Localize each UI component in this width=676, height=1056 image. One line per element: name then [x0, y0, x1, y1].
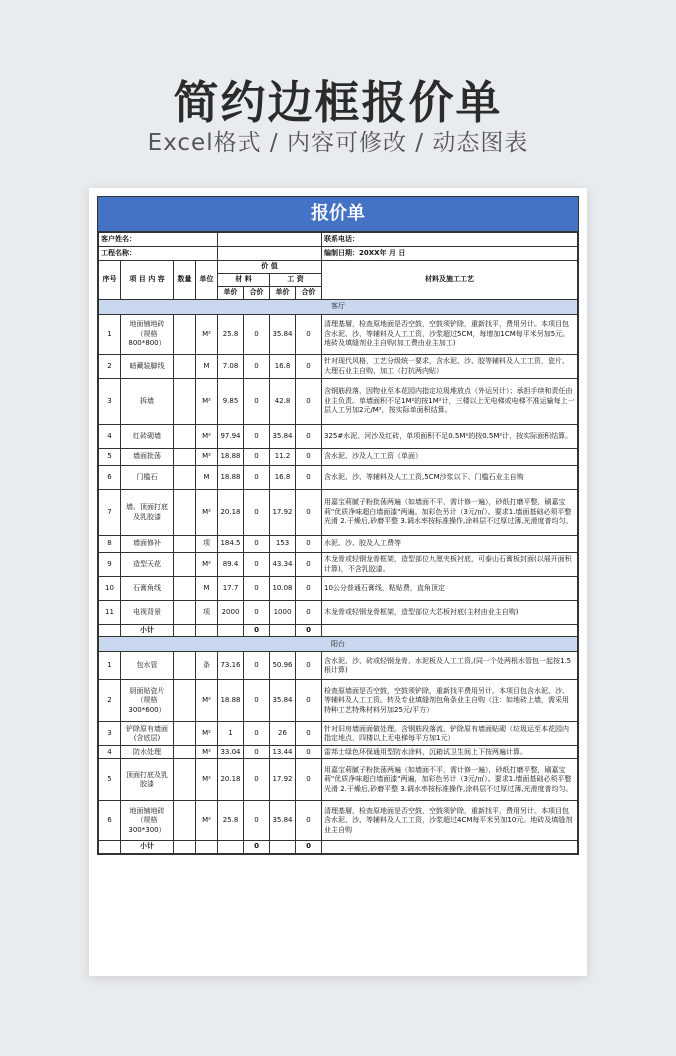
- row-material-total: 0: [244, 652, 270, 680]
- row-material-price[interactable]: 20.18: [218, 490, 244, 536]
- row-item[interactable]: 门槛石: [121, 466, 174, 490]
- subtotal-spacer: [99, 625, 121, 637]
- row-description[interactable]: 木龙骨或轻钢龙骨框架，造型部位九厘夹板衬底，可泰山石膏板封面(以展开面积计算)，不含乳胶漆。: [322, 553, 578, 577]
- row-labor-total: 0: [296, 466, 322, 490]
- subtotal-row: [99, 625, 578, 637]
- quote-sheet: [89, 188, 587, 976]
- row-item[interactable]: 红砖砌墙: [121, 425, 174, 449]
- row-item[interactable]: 造型天花: [121, 553, 174, 577]
- row-item[interactable]: 地面铺地砖（规格800*800）: [121, 315, 174, 355]
- row-labor-price[interactable]: 16.8: [270, 466, 296, 490]
- subtotal-empty: [218, 625, 244, 637]
- row-qty[interactable]: [174, 722, 196, 746]
- row-labor-price[interactable]: 42.8: [270, 379, 296, 425]
- row-item[interactable]: 顶面打底及乳胶漆: [121, 759, 174, 801]
- row-description[interactable]: 水泥、沙、胶及人工费等: [322, 536, 578, 553]
- table-row: [99, 680, 578, 722]
- row-description[interactable]: 用嘉宝莉腻子粉批荡两遍（如墙面不平，需计修一遍），砂纸打磨平整，刷嘉宝莉"优质净味超白墙面漆"两遍。加彩色另计（3元/㎡）。要求1.墙面基础必须平整光滑 2.干燥后,砂磨平整 3.调水率按标准操作,涂料层不过厚过薄,光滑度普均匀。: [322, 490, 578, 536]
- row-labor-total: 0: [296, 379, 322, 425]
- row-unit: 项: [196, 601, 218, 625]
- table-row: [99, 355, 578, 379]
- subtotal-empty: [322, 841, 578, 853]
- row-unit: M²: [196, 553, 218, 577]
- row-labor-total: 0: [296, 553, 322, 577]
- table-row: [99, 425, 578, 449]
- row-unit: M²: [196, 746, 218, 759]
- row-material-price[interactable]: 25.8: [218, 801, 244, 841]
- row-labor-price[interactable]: 43.34: [270, 553, 296, 577]
- row-labor-total: 0: [296, 355, 322, 379]
- col-unit-header: 单位: [196, 261, 218, 300]
- row-material-price[interactable]: 97.94: [218, 425, 244, 449]
- row-item[interactable]: 拆墙: [121, 379, 174, 425]
- row-material-total: 0: [244, 577, 270, 601]
- row-item[interactable]: 厨面贴瓷片（规格300*600）: [121, 680, 174, 722]
- row-qty[interactable]: [174, 490, 196, 536]
- row-unit: 条: [196, 652, 218, 680]
- subtotal-labor: 0: [296, 841, 322, 853]
- row-item[interactable]: 墙、顶面打底及乳胶漆: [121, 490, 174, 536]
- col-no-header: 序号: [99, 261, 121, 300]
- row-description[interactable]: 含水泥、沙及人工工资（单面）: [322, 449, 578, 466]
- row-material-total: 0: [244, 379, 270, 425]
- row-qty[interactable]: [174, 449, 196, 466]
- row-material-total: 0: [244, 449, 270, 466]
- row-description[interactable]: 用嘉宝莉腻子粉批荡两遍（如墙面不平，需计修一遍），砂纸打磨平整，刷嘉宝莉"优质净味超白墙面漆"两遍，加彩色另计（3元/㎡）。要求1.墙面基础必须平整光滑 2.干燥后,砂磨平整 3.调水率按标准操作,涂料层不过厚过薄,光滑度普均匀。: [322, 759, 578, 801]
- row-description[interactable]: 清理基層，检查原地面是否空鼓，空鼓须铲除，重新找平，费用另计。本项目包含水泥、沙、等辅料及人工工资，沙浆超过5CM，每增加1CM每平米另加5元。地砖及填缝剂业主自购(加工费由业主加工): [322, 315, 578, 355]
- subtotal-empty: [174, 625, 196, 637]
- row-labor-price[interactable]: 11.2: [270, 449, 296, 466]
- subtotal-material: 0: [244, 625, 270, 637]
- row-labor-price[interactable]: 35.84: [270, 680, 296, 722]
- project-name-value[interactable]: [218, 247, 322, 261]
- row-no: 3: [99, 379, 121, 425]
- row-material-total: 0: [244, 759, 270, 801]
- row-unit: M: [196, 466, 218, 490]
- row-unit: M²: [196, 379, 218, 425]
- project-name-label: 工程名称：: [99, 247, 218, 261]
- row-material-price[interactable]: 7.08: [218, 355, 244, 379]
- row-no: 8: [99, 536, 121, 553]
- table-row: [99, 577, 578, 601]
- row-material-price[interactable]: 2000: [218, 601, 244, 625]
- row-unit: M²: [196, 759, 218, 801]
- subtotal-label: 小计: [121, 841, 174, 853]
- row-no: 2: [99, 680, 121, 722]
- row-no: 4: [99, 746, 121, 759]
- quote-table: [98, 232, 578, 854]
- row-qty[interactable]: [174, 680, 196, 722]
- col-material-header: 材 料: [218, 274, 270, 287]
- row-description[interactable]: 含水泥、沙、等辅料及人工工资,5CM沙浆以下、门槛石业主自购: [322, 466, 578, 490]
- row-description[interactable]: 雷邦士绿色环保通用型防水涂料，沉箱试卫生间上下按两遍计算。: [322, 746, 578, 759]
- row-item[interactable]: 地面铺地砖（规格300*300）: [121, 801, 174, 841]
- subtotal-empty: [270, 841, 296, 853]
- row-item[interactable]: 石膏角线: [121, 577, 174, 601]
- section-header: [99, 300, 578, 315]
- phone-label: 联系电话：: [322, 233, 578, 247]
- row-labor-price[interactable]: 153: [270, 536, 296, 553]
- row-no: 7: [99, 490, 121, 536]
- col-desc-header: 材料及施工工艺: [322, 261, 578, 300]
- row-qty[interactable]: [174, 577, 196, 601]
- col-material-unit-price: 单价: [218, 287, 244, 300]
- row-labor-total: 0: [296, 680, 322, 722]
- date-label: 编制日期：20XX年 月 日: [322, 247, 578, 261]
- row-material-price[interactable]: 9.85: [218, 379, 244, 425]
- subtotal-empty: [174, 841, 196, 853]
- row-unit: M²: [196, 449, 218, 466]
- row-qty[interactable]: [174, 652, 196, 680]
- table-row: [99, 746, 578, 759]
- row-description[interactable]: 10公分普通石膏线，粘贴费，直角顶定: [322, 577, 578, 601]
- row-unit: M²: [196, 490, 218, 536]
- row-no: 11: [99, 601, 121, 625]
- row-labor-total: 0: [296, 801, 322, 841]
- subtotal-row: [99, 841, 578, 853]
- row-qty[interactable]: [174, 355, 196, 379]
- row-material-total: 0: [244, 355, 270, 379]
- subtotal-empty: [322, 625, 578, 637]
- page-subtitle: Excel格式 / 内容可修改 / 动态图表: [147, 130, 529, 156]
- table-row: [99, 652, 578, 680]
- row-description[interactable]: 含水泥、沙、砖或轻钢龙骨、水泥板及人工工资,(同一个处两根水管包一起按1.5根计算): [322, 652, 578, 680]
- row-labor-price[interactable]: 17.92: [270, 759, 296, 801]
- row-description[interactable]: 含钢筋段落，因物业至本花园内指定垃圾堆放点（外运另计）；承担手续和责任由业主负责。单墙面积不足1M²的按1M²计，三楼以上无电梯或电梯不准运输每上一层人工另加2元/M²，按实际单面积结算。: [322, 379, 578, 425]
- row-no: 2: [99, 355, 121, 379]
- row-item[interactable]: 暗藏装脚线: [121, 355, 174, 379]
- subtotal-material: 0: [244, 841, 270, 853]
- row-material-price[interactable]: 25.8: [218, 315, 244, 355]
- row-no: 10: [99, 577, 121, 601]
- subtotal-labor: 0: [296, 625, 322, 637]
- row-labor-total: 0: [296, 315, 322, 355]
- row-qty[interactable]: [174, 466, 196, 490]
- row-unit: 项: [196, 536, 218, 553]
- row-material-price[interactable]: 18.88: [218, 466, 244, 490]
- row-material-total: 0: [244, 315, 270, 355]
- row-labor-price[interactable]: 35.84: [270, 315, 296, 355]
- row-qty[interactable]: [174, 746, 196, 759]
- customer-name-label: 客户姓名：: [99, 233, 218, 247]
- subtotal-empty: [196, 625, 218, 637]
- row-labor-total: 0: [296, 722, 322, 746]
- row-labor-price[interactable]: 13.44: [270, 746, 296, 759]
- row-labor-total: 0: [296, 759, 322, 801]
- row-unit: M²: [196, 722, 218, 746]
- table-row: [99, 601, 578, 625]
- row-material-total: 0: [244, 601, 270, 625]
- row-unit: M²: [196, 315, 218, 355]
- row-unit: M: [196, 577, 218, 601]
- row-description[interactable]: 针对旧房墙面面做处理。含钢筋段落流、铲除原有墙面贴砌（垃圾运至本花园内指定地点，四楼以上无电梯每平方加1元）: [322, 722, 578, 746]
- row-material-price[interactable]: 18.88: [218, 680, 244, 722]
- row-material-price[interactable]: 89.4: [218, 553, 244, 577]
- row-material-total: 0: [244, 680, 270, 722]
- row-material-total: 0: [244, 722, 270, 746]
- row-material-price[interactable]: 1: [218, 722, 244, 746]
- row-labor-total: 0: [296, 652, 322, 680]
- col-qty-header: 数量: [174, 261, 196, 300]
- row-item[interactable]: 包水管: [121, 652, 174, 680]
- row-labor-price[interactable]: 26: [270, 722, 296, 746]
- table-row: [99, 553, 578, 577]
- row-qty[interactable]: [174, 601, 196, 625]
- row-labor-price[interactable]: 35.84: [270, 801, 296, 841]
- customer-name-value[interactable]: [218, 233, 322, 247]
- row-labor-total: 0: [296, 746, 322, 759]
- col-labor-header: 工 资: [270, 274, 322, 287]
- row-labor-total: 0: [296, 577, 322, 601]
- row-unit: M: [196, 355, 218, 379]
- table-row: [99, 315, 578, 355]
- row-material-price[interactable]: 17.7: [218, 577, 244, 601]
- row-labor-price[interactable]: 10.08: [270, 577, 296, 601]
- row-no: 1: [99, 652, 121, 680]
- subtotal-empty: [270, 625, 296, 637]
- subtotal-empty: [218, 841, 244, 853]
- quote-frame: [97, 196, 579, 855]
- table-row: [99, 490, 578, 536]
- row-qty[interactable]: [174, 379, 196, 425]
- row-material-total: 0: [244, 801, 270, 841]
- table-row: [99, 449, 578, 466]
- col-material-total: 合价: [244, 287, 270, 300]
- row-no: 4: [99, 425, 121, 449]
- row-labor-total: 0: [296, 536, 322, 553]
- col-price-header: 价 值: [218, 261, 322, 274]
- row-labor-price[interactable]: 16.8: [270, 355, 296, 379]
- col-item-header: 项 目 内 容: [121, 261, 174, 300]
- row-item[interactable]: 铲除原有墙面(含底层): [121, 722, 174, 746]
- row-no: 9: [99, 553, 121, 577]
- row-qty[interactable]: [174, 425, 196, 449]
- row-item[interactable]: 电视背景: [121, 601, 174, 625]
- row-material-total: 0: [244, 466, 270, 490]
- row-item[interactable]: 墙面批荡: [121, 449, 174, 466]
- row-unit: M²: [196, 680, 218, 722]
- row-no: 6: [99, 466, 121, 490]
- row-labor-price[interactable]: 1000: [270, 601, 296, 625]
- row-item[interactable]: 防水处理: [121, 746, 174, 759]
- row-material-total: 0: [244, 490, 270, 536]
- row-qty[interactable]: [174, 315, 196, 355]
- row-labor-total: 0: [296, 601, 322, 625]
- row-labor-price[interactable]: 35.84: [270, 425, 296, 449]
- row-labor-total: 0: [296, 425, 322, 449]
- table-row: [99, 466, 578, 490]
- row-material-total: 0: [244, 536, 270, 553]
- subtotal-spacer: [99, 841, 121, 853]
- row-description[interactable]: 检查原墙面是否空鼓，空鼓须铲除，重新找平费用另计。本项目包含水泥、沙、等辅料及人工工资。转及专业填缝剂包角条业主自购（注：如地砖上墙，需采用特种工艺特殊材料另加25元/平方）: [322, 680, 578, 722]
- row-material-price[interactable]: 184.5: [218, 536, 244, 553]
- row-description[interactable]: 针对现代风格，工艺分级统一要求，含水泥、沙、胶等辅料及人工工资，瓷片、大理石业主自购、加工（打抗两内贴）: [322, 355, 578, 379]
- section-header: [99, 637, 578, 652]
- row-qty[interactable]: [174, 801, 196, 841]
- row-no: 1: [99, 315, 121, 355]
- table-row: [99, 379, 578, 425]
- row-material-price[interactable]: 33.04: [218, 746, 244, 759]
- col-labor-total: 合价: [296, 287, 322, 300]
- row-unit: M²: [196, 425, 218, 449]
- row-material-price[interactable]: 73.16: [218, 652, 244, 680]
- section-title: 客厅: [99, 300, 578, 315]
- table-row: [99, 759, 578, 801]
- row-labor-price[interactable]: 50.96: [270, 652, 296, 680]
- table-row: [99, 722, 578, 746]
- row-unit: M²: [196, 801, 218, 841]
- row-material-total: 0: [244, 553, 270, 577]
- section-title: 阳台: [99, 637, 578, 652]
- row-item[interactable]: 墙面修补: [121, 536, 174, 553]
- quote-title: 报价单: [98, 197, 578, 232]
- row-labor-total: 0: [296, 490, 322, 536]
- row-material-total: 0: [244, 425, 270, 449]
- row-no: 5: [99, 449, 121, 466]
- row-description[interactable]: 325#水泥、河沙及红砖，单项面积不足0.5M²的按0.5M²计，按实际面积结算。: [322, 425, 578, 449]
- row-no: 5: [99, 759, 121, 801]
- row-labor-price[interactable]: 17.92: [270, 490, 296, 536]
- row-labor-total: 0: [296, 449, 322, 466]
- subtotal-empty: [196, 841, 218, 853]
- row-qty[interactable]: [174, 536, 196, 553]
- row-description[interactable]: 木龙骨或轻钢龙骨框架，造型部位大芯板衬底(主材由业主自购): [322, 601, 578, 625]
- row-material-price[interactable]: 20.18: [218, 759, 244, 801]
- page-title: 简约边框报价单: [173, 76, 503, 129]
- table-row: [99, 801, 578, 841]
- subtotal-label: 小计: [121, 625, 174, 637]
- row-qty[interactable]: [174, 759, 196, 801]
- row-material-total: 0: [244, 746, 270, 759]
- row-material-price[interactable]: 18.88: [218, 449, 244, 466]
- table-row: [99, 536, 578, 553]
- col-labor-unit-price: 单价: [270, 287, 296, 300]
- row-no: 6: [99, 801, 121, 841]
- row-description[interactable]: 清理基層，检查原地面是否空鼓，空鼓须铲除，重新找平，费用另计。本项目包含水泥、沙、等辅料及人工工资，沙浆超过4CM每平米另加10元。地砖及填缝剂业主自购: [322, 801, 578, 841]
- row-qty[interactable]: [174, 553, 196, 577]
- row-no: 3: [99, 722, 121, 746]
